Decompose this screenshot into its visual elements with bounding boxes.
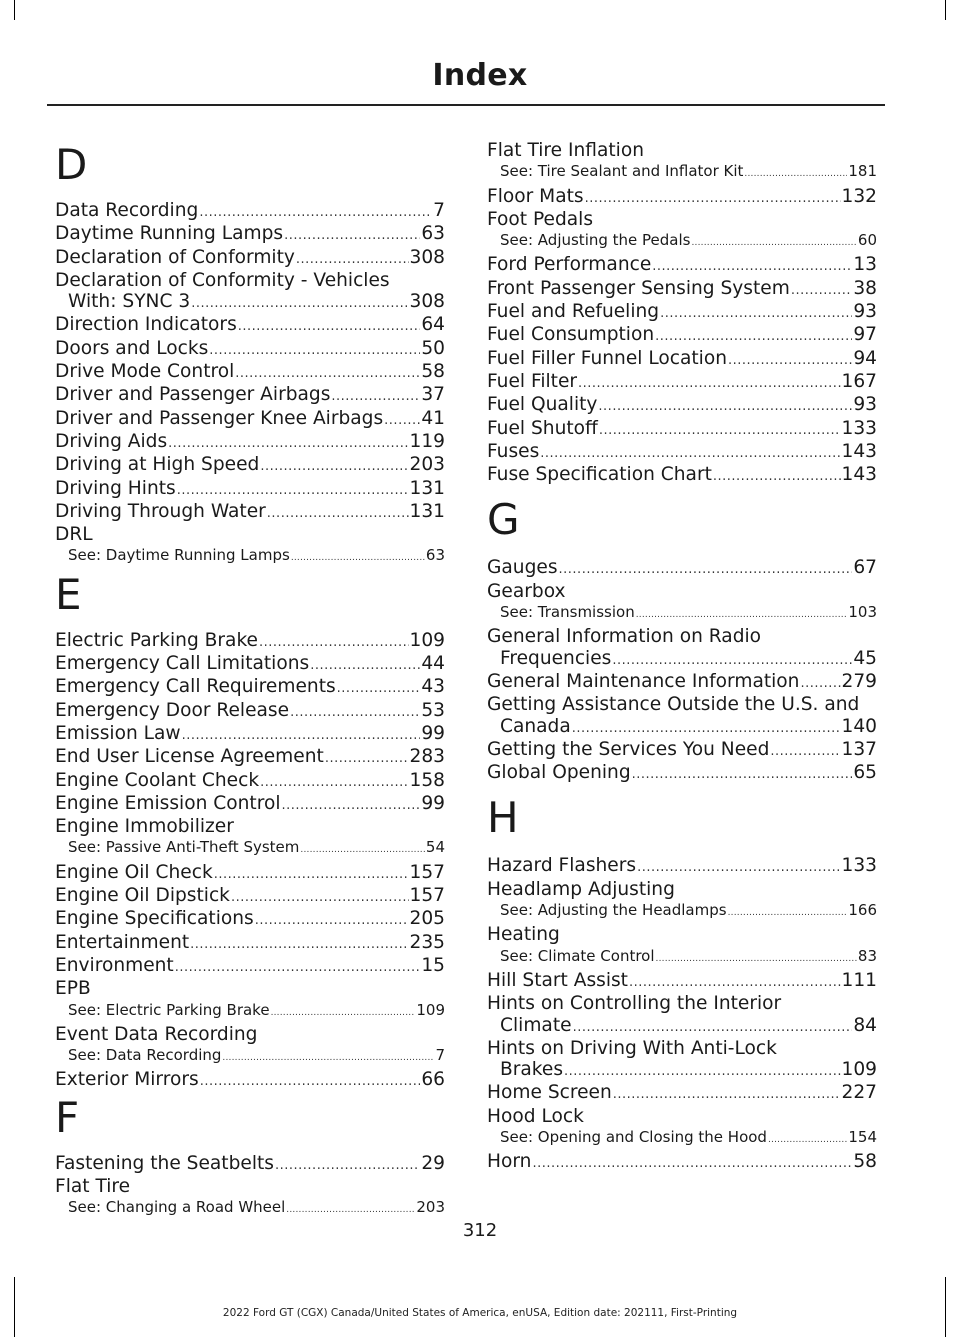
index-heading: Event Data Recording bbox=[55, 1023, 258, 1045]
page-ref[interactable]: 166 bbox=[848, 901, 877, 920]
see-reference[interactable] bbox=[55, 1045, 445, 1069]
see-reference[interactable] bbox=[487, 161, 877, 185]
entry-title: Fastening the Seatbelts bbox=[55, 1152, 274, 1174]
entry-title-continued bbox=[487, 1015, 877, 1038]
entry-title: Fuses bbox=[487, 440, 540, 462]
index-entry[interactable] bbox=[55, 408, 445, 431]
dot-leader bbox=[770, 741, 840, 762]
index-heading: Flat Tire bbox=[55, 1175, 131, 1197]
page-ref[interactable]: 109 bbox=[409, 629, 445, 651]
entry-title: Driver and Passenger Airbags bbox=[55, 384, 331, 406]
entry-title-part: Canada bbox=[500, 715, 571, 737]
dot-leader bbox=[791, 280, 853, 301]
page-ref[interactable]: 133 bbox=[841, 855, 877, 877]
index-entry[interactable] bbox=[487, 993, 877, 1038]
see-reference-text: See: Changing a Road Wheel bbox=[68, 1198, 286, 1217]
entry-title-part: With: SYNC 3 bbox=[68, 291, 191, 313]
index-entry[interactable] bbox=[487, 1038, 877, 1083]
dot-leader bbox=[636, 605, 848, 626]
dot-leader bbox=[259, 632, 409, 653]
entry-title: Entertainment bbox=[55, 931, 190, 953]
index-heading: Headlamp Adjusting bbox=[487, 878, 675, 900]
index-entry[interactable] bbox=[487, 371, 877, 394]
index-column-left bbox=[55, 140, 445, 1222]
index-entry[interactable] bbox=[55, 384, 445, 407]
index-entry[interactable] bbox=[55, 223, 445, 246]
dot-leader bbox=[260, 772, 408, 793]
index-entry[interactable] bbox=[487, 278, 877, 301]
page-number: 312 bbox=[462, 1220, 498, 1241]
dot-leader bbox=[744, 164, 847, 185]
page-ref[interactable]: 137 bbox=[841, 738, 877, 760]
page-ref[interactable]: 93 bbox=[853, 301, 877, 323]
entry-title: Drive Mode Control bbox=[55, 361, 235, 383]
page-ref[interactable]: 58 bbox=[853, 1151, 877, 1173]
see-reference[interactable] bbox=[55, 1197, 445, 1221]
dot-leader bbox=[191, 293, 408, 314]
entry-title: Engine Oil Check bbox=[55, 861, 213, 883]
page-ref[interactable]: 103 bbox=[848, 603, 877, 622]
entry-title: Emission Law bbox=[55, 722, 181, 744]
page-ref[interactable]: 203 bbox=[416, 1198, 445, 1217]
see-reference[interactable] bbox=[487, 946, 877, 970]
see-reference-text: See: Adjusting the Headlamps bbox=[500, 901, 727, 920]
dot-leader bbox=[599, 420, 841, 441]
entry-title: Hill Start Assist bbox=[487, 969, 628, 991]
dot-leader bbox=[214, 864, 409, 885]
entry-title: Fuel Filter bbox=[487, 370, 578, 392]
entry-title: Driving at High Speed bbox=[55, 454, 260, 476]
page-ref[interactable]: 83 bbox=[857, 946, 877, 965]
index-entry[interactable] bbox=[55, 885, 445, 908]
page-ref[interactable]: 84 bbox=[853, 1014, 877, 1036]
index-entry[interactable] bbox=[487, 739, 877, 762]
index-entry[interactable] bbox=[55, 338, 445, 361]
index-entry[interactable] bbox=[487, 324, 877, 347]
dot-leader bbox=[655, 326, 852, 347]
page-ref[interactable]: 143 bbox=[841, 464, 877, 486]
see-reference[interactable] bbox=[55, 545, 445, 569]
section-letter: H bbox=[487, 793, 519, 843]
dot-leader bbox=[290, 702, 420, 723]
page-ref[interactable]: 37 bbox=[421, 384, 445, 406]
dot-leader bbox=[282, 795, 421, 816]
dot-leader bbox=[637, 857, 840, 878]
index-entry[interactable] bbox=[55, 478, 445, 501]
index-heading: Heating bbox=[487, 924, 560, 946]
entry-title: Data Recording bbox=[55, 200, 199, 221]
entry-title: Getting Assistance Outside the U.S. and bbox=[487, 694, 860, 716]
page-ref[interactable]: 13 bbox=[853, 254, 877, 276]
page-ref[interactable]: 111 bbox=[841, 969, 877, 991]
index-entry[interactable] bbox=[55, 932, 445, 955]
entry-title: Fuel Consumption bbox=[487, 324, 655, 346]
page-ref[interactable]: 205 bbox=[409, 908, 445, 930]
index-heading: EPB bbox=[55, 978, 91, 1000]
index-entry[interactable] bbox=[55, 247, 445, 270]
entry-title: Front Passenger Sensing System bbox=[487, 277, 790, 299]
dot-leader bbox=[652, 256, 852, 277]
dot-leader bbox=[337, 678, 421, 699]
see-reference[interactable] bbox=[55, 837, 445, 861]
dot-leader bbox=[168, 433, 408, 454]
see-reference-text: See: Climate Control bbox=[500, 946, 655, 965]
page-ref[interactable]: 308 bbox=[409, 291, 445, 313]
dot-leader bbox=[209, 340, 420, 361]
entry-title: Emergency Door Release bbox=[55, 699, 290, 721]
index-entry[interactable] bbox=[55, 454, 445, 477]
page-ref[interactable]: 44 bbox=[421, 653, 445, 675]
entry-title: Declaration of Conformity bbox=[55, 246, 295, 268]
entry-title: Emergency Call Requirements bbox=[55, 676, 336, 698]
see-reference-text: See: Daytime Running Lamps bbox=[68, 546, 290, 565]
dot-leader bbox=[284, 225, 420, 246]
entry-title: Hints on Controlling the Interior bbox=[487, 993, 782, 1015]
page-ref[interactable]: 63 bbox=[425, 546, 445, 565]
entry-title: General Information on Radio bbox=[487, 626, 762, 648]
see-reference[interactable] bbox=[487, 1127, 877, 1151]
index-entry[interactable] bbox=[55, 1153, 445, 1176]
index-entry[interactable] bbox=[487, 855, 877, 878]
see-reference-text: See: Opening and Closing the Hood bbox=[500, 1127, 767, 1146]
see-reference-text: See: Adjusting the Pedals bbox=[500, 231, 691, 250]
entry-title: Fuel Shutoff bbox=[487, 417, 598, 439]
dot-leader bbox=[613, 1084, 841, 1105]
page-ref[interactable]: 65 bbox=[853, 762, 877, 784]
entry-title: Engine Coolant Check bbox=[55, 769, 260, 791]
page-ref[interactable]: 63 bbox=[421, 223, 445, 245]
dot-leader bbox=[564, 1061, 840, 1082]
index-entry[interactable] bbox=[55, 653, 445, 676]
index-entry[interactable] bbox=[55, 200, 445, 223]
index-entry[interactable] bbox=[487, 694, 877, 739]
page-ref[interactable]: 227 bbox=[841, 1082, 877, 1104]
section-letter: F bbox=[55, 1092, 80, 1142]
page-ref[interactable]: 7 bbox=[435, 1046, 445, 1065]
index-heading: Flat Tire Inflation bbox=[487, 140, 644, 161]
dot-leader bbox=[275, 1155, 420, 1176]
dot-leader bbox=[713, 466, 841, 487]
page-ref[interactable]: 133 bbox=[841, 417, 877, 439]
page-ref[interactable]: 143 bbox=[841, 440, 877, 462]
page-ref[interactable]: 38 bbox=[853, 277, 877, 299]
entry-title: Fuel Filler Funnel Location bbox=[487, 347, 728, 369]
page-ref[interactable]: 235 bbox=[409, 931, 445, 953]
index-entry[interactable] bbox=[55, 361, 445, 384]
entry-title: Hints on Driving With Anti-Lock bbox=[487, 1037, 777, 1059]
dot-leader bbox=[728, 350, 852, 371]
page-ref[interactable]: 94 bbox=[853, 347, 877, 369]
dot-leader bbox=[199, 202, 432, 223]
page-ref[interactable]: 131 bbox=[409, 500, 445, 522]
dot-leader bbox=[629, 972, 841, 993]
page-ref[interactable]: 54 bbox=[425, 838, 445, 857]
entry-title: Driving Through Water bbox=[55, 500, 266, 522]
dot-leader bbox=[255, 910, 409, 931]
page-ref[interactable]: 15 bbox=[421, 954, 445, 976]
entry-title-part: Brakes bbox=[500, 1059, 564, 1081]
see-reference-text: See: Transmission bbox=[500, 603, 635, 622]
entry-title: Gauges bbox=[487, 557, 558, 579]
page-ref[interactable]: 119 bbox=[409, 430, 445, 452]
dot-leader bbox=[800, 673, 840, 694]
dot-leader bbox=[559, 559, 853, 580]
page-ref[interactable]: 64 bbox=[421, 314, 445, 336]
see-reference-text: See: Electric Parking Brake bbox=[68, 1000, 270, 1019]
entry-title: Doors and Locks bbox=[55, 337, 209, 359]
index-entry[interactable] bbox=[55, 270, 445, 315]
index-entry[interactable] bbox=[487, 464, 877, 487]
index-entry[interactable] bbox=[55, 314, 445, 337]
dot-leader bbox=[573, 1017, 853, 1038]
page-ref[interactable]: 203 bbox=[409, 454, 445, 476]
page-ref[interactable]: 158 bbox=[409, 769, 445, 791]
dot-leader bbox=[286, 1200, 415, 1221]
entry-title: Fuel and Refueling bbox=[487, 301, 660, 323]
index-entry[interactable] bbox=[487, 441, 877, 464]
dot-leader bbox=[728, 903, 848, 924]
index-entry[interactable] bbox=[487, 254, 877, 277]
dot-leader bbox=[660, 303, 852, 324]
entry-title: Exterior Mirrors bbox=[55, 1069, 199, 1091]
dot-leader bbox=[300, 840, 425, 861]
section-letter: D bbox=[55, 140, 88, 189]
index-entry[interactable] bbox=[55, 700, 445, 723]
page-ref[interactable]: 167 bbox=[841, 370, 877, 392]
entry-title: Getting the Services You Need bbox=[487, 738, 770, 760]
dot-leader bbox=[271, 1003, 416, 1024]
page-ref[interactable]: 157 bbox=[409, 885, 445, 907]
page-ref[interactable]: 41 bbox=[421, 407, 445, 429]
index-entry[interactable] bbox=[487, 1151, 877, 1174]
dot-leader bbox=[267, 503, 409, 524]
dot-leader bbox=[200, 1071, 421, 1092]
entry-title: Declaration of Conformity - Vehicles bbox=[55, 269, 390, 291]
index-column-right bbox=[487, 140, 877, 1175]
page-ref[interactable]: 154 bbox=[848, 1127, 877, 1146]
page-ref[interactable]: 29 bbox=[421, 1152, 445, 1174]
page-ref[interactable]: 7 bbox=[433, 200, 445, 221]
index-entry[interactable] bbox=[487, 970, 877, 993]
dot-leader bbox=[310, 655, 420, 676]
see-reference[interactable] bbox=[487, 900, 877, 924]
dot-leader bbox=[260, 456, 408, 477]
entry-title: Emergency Call Limitations bbox=[55, 653, 310, 675]
entry-title-continued bbox=[487, 648, 877, 671]
index-entry[interactable] bbox=[487, 762, 877, 785]
page-ref[interactable]: 60 bbox=[857, 231, 877, 250]
dot-leader bbox=[656, 949, 857, 970]
dot-leader bbox=[532, 1153, 852, 1174]
page-ref[interactable]: 45 bbox=[853, 647, 877, 669]
index-entry[interactable] bbox=[487, 348, 877, 371]
dot-leader bbox=[768, 1130, 847, 1151]
page-ref[interactable]: 181 bbox=[848, 162, 877, 181]
dot-leader bbox=[331, 386, 420, 407]
dot-leader bbox=[598, 396, 852, 417]
index-entry[interactable] bbox=[55, 630, 445, 653]
index-entry[interactable] bbox=[55, 676, 445, 699]
index-heading: Gearbox bbox=[487, 580, 566, 602]
section-letter: G bbox=[487, 495, 520, 545]
page-ref[interactable]: 53 bbox=[421, 699, 445, 721]
entry-title: Ford Performance bbox=[487, 254, 652, 276]
entry-title: Electric Parking Brake bbox=[55, 629, 258, 651]
title-divider bbox=[47, 104, 885, 106]
entry-title: Driver and Passenger Knee Airbags bbox=[55, 407, 384, 429]
index-entry[interactable] bbox=[487, 418, 877, 441]
index-heading: Foot Pedals bbox=[487, 208, 594, 230]
see-reference-text: See: Passive Anti-Theft System bbox=[68, 838, 300, 857]
page-ref[interactable]: 157 bbox=[409, 861, 445, 883]
dot-leader bbox=[222, 1048, 434, 1069]
index-heading: DRL bbox=[55, 524, 93, 546]
entry-title: Engine Emission Control bbox=[55, 792, 281, 814]
index-heading: Engine Immobilizer bbox=[55, 816, 234, 838]
page-ref[interactable]: 279 bbox=[841, 670, 877, 692]
index-entry[interactable] bbox=[55, 746, 445, 769]
dot-leader bbox=[235, 363, 420, 384]
page-ref[interactable]: 66 bbox=[421, 1069, 445, 1091]
index-entry[interactable] bbox=[487, 626, 877, 671]
page-ref[interactable]: 99 bbox=[421, 722, 445, 744]
see-reference-text: See: Tire Sealant and Inflator Kit bbox=[500, 162, 744, 181]
index-entry[interactable] bbox=[487, 1082, 877, 1105]
dot-leader bbox=[325, 748, 409, 769]
page-ref[interactable]: 308 bbox=[409, 246, 445, 268]
section-letter: E bbox=[55, 569, 82, 619]
page-ref[interactable]: 97 bbox=[853, 324, 877, 346]
index-entry[interactable] bbox=[55, 793, 445, 816]
entry-title: General Maintenance Information bbox=[487, 670, 800, 692]
see-reference[interactable] bbox=[55, 1000, 445, 1024]
index-entry[interactable] bbox=[55, 501, 445, 524]
page-ref[interactable]: 132 bbox=[841, 185, 877, 207]
page-ref[interactable]: 50 bbox=[421, 337, 445, 359]
entry-title: Global Opening bbox=[487, 762, 631, 784]
entry-title: Environment bbox=[55, 954, 174, 976]
index-entry[interactable] bbox=[55, 723, 445, 746]
entry-title: Fuse Specification Chart bbox=[487, 464, 712, 486]
index-entry[interactable] bbox=[487, 301, 877, 324]
crop-mark-top-right bbox=[945, 0, 946, 20]
entry-title-part: Frequencies bbox=[500, 647, 612, 669]
index-heading: Hood Lock bbox=[487, 1105, 584, 1127]
entry-title: Floor Mats bbox=[487, 185, 584, 207]
page-ref[interactable]: 67 bbox=[853, 557, 877, 579]
index-entry[interactable] bbox=[487, 557, 877, 580]
crop-mark-top-left bbox=[14, 0, 15, 20]
dot-leader bbox=[231, 887, 409, 908]
page-ref[interactable]: 58 bbox=[421, 361, 445, 383]
entry-title: End User License Agreement bbox=[55, 746, 324, 768]
dot-leader bbox=[612, 650, 852, 671]
index-entry[interactable] bbox=[55, 431, 445, 454]
index-entry[interactable] bbox=[487, 394, 877, 417]
dot-leader bbox=[296, 249, 409, 270]
dot-leader bbox=[190, 934, 408, 955]
dot-leader bbox=[175, 957, 421, 978]
entry-title: Fuel Quality bbox=[487, 394, 598, 416]
index-entry[interactable] bbox=[487, 671, 877, 694]
entry-title: Driving Aids bbox=[55, 430, 168, 452]
see-reference[interactable] bbox=[487, 230, 877, 254]
entry-title: Daytime Running Lamps bbox=[55, 223, 284, 245]
footer-edition-info: 2022 Ford GT (CGX) Canada/United States of America, enUSA, Edition date: 202111, First-Printing bbox=[222, 1307, 738, 1319]
entry-title-part: Climate bbox=[500, 1014, 572, 1036]
index-entry[interactable] bbox=[55, 908, 445, 931]
entry-title: Hazard Flashers bbox=[487, 855, 637, 877]
dot-leader bbox=[540, 443, 840, 464]
dot-leader bbox=[291, 548, 425, 569]
index-entry[interactable] bbox=[487, 186, 877, 209]
dot-leader bbox=[578, 373, 840, 394]
page-ref[interactable]: 99 bbox=[421, 792, 445, 814]
entry-title: Horn bbox=[487, 1151, 532, 1173]
dot-leader bbox=[384, 410, 420, 431]
page-ref[interactable]: 140 bbox=[841, 715, 877, 737]
dot-leader bbox=[691, 233, 856, 254]
index-entry[interactable] bbox=[55, 770, 445, 793]
page-ref[interactable]: 93 bbox=[853, 394, 877, 416]
page-ref[interactable]: 109 bbox=[416, 1000, 445, 1019]
dot-leader bbox=[238, 316, 421, 337]
page-ref[interactable]: 131 bbox=[409, 477, 445, 499]
page-ref[interactable]: 283 bbox=[409, 746, 445, 768]
dot-leader bbox=[572, 718, 841, 739]
dot-leader bbox=[182, 725, 421, 746]
page-ref[interactable]: 109 bbox=[841, 1059, 877, 1081]
page-ref[interactable]: 43 bbox=[421, 676, 445, 698]
dot-leader bbox=[177, 480, 409, 501]
index-entry[interactable] bbox=[55, 955, 445, 978]
dot-leader bbox=[632, 764, 853, 785]
index-entry[interactable] bbox=[55, 862, 445, 885]
index-entry[interactable] bbox=[55, 1069, 445, 1092]
entry-title: Driving Hints bbox=[55, 477, 176, 499]
entry-title: Engine Oil Dipstick bbox=[55, 885, 230, 907]
see-reference[interactable] bbox=[487, 602, 877, 626]
entry-title: Home Screen bbox=[487, 1082, 612, 1104]
entry-title-continued bbox=[55, 291, 445, 314]
entry-title: Engine Specifications bbox=[55, 908, 254, 930]
dot-leader bbox=[585, 188, 841, 209]
entry-title-continued bbox=[487, 716, 877, 739]
entry-title-continued bbox=[487, 1059, 877, 1082]
see-reference-text: See: Data Recording bbox=[68, 1046, 222, 1065]
page-title: Index bbox=[432, 58, 528, 93]
entry-title: Direction Indicators bbox=[55, 314, 237, 336]
